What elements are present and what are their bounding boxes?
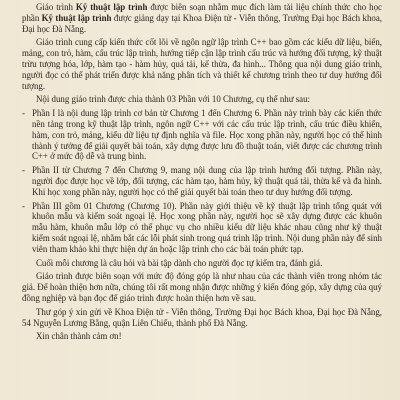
feedback-paragraph: Giáo trình được biên soạn với mức độ đóng góp là như nhau của các thành viên trong nhóm tác giả. Để hoàn thiện hơn nữa, chúng tôi rất mong nhận được những ý kiến đóng góp, xây dựng của quý đồng nghiệp và bạn đọc để giáo trình được hoàn thiện hơn về sau. bbox=[22, 271, 382, 303]
intro-text-2: được biên soạn nhằm mục đích làm tài liệu chính thức cho học phần bbox=[22, 2, 382, 23]
exercises-paragraph: Cuối mỗi chương là câu hỏi và bài tập dành cho người đọc tự kiểm tra, đánh giá. bbox=[36, 257, 323, 268]
page-content bbox=[22, 2, 382, 345]
list-marker: - bbox=[22, 200, 25, 211]
list-marker: - bbox=[22, 108, 25, 119]
thanks-paragraph: Xin chân thành cảm ơn! bbox=[36, 331, 122, 342]
contact-paragraph: Thư góp ý xin gửi về Khoa Điện tử - Viễn thông, Trường Đại học Bách khoa, Đại học Đà Nẵng, 54 Nguyễn Lương Bằng, quận Liên Chiểu, thành phố Đà Nẵng. bbox=[22, 306, 382, 328]
list-item bbox=[22, 201, 382, 255]
list-item bbox=[22, 108, 382, 162]
parts-list bbox=[22, 108, 382, 254]
intro-paragraph bbox=[22, 2, 382, 34]
course-title-bold-2: Kỹ thuật lập trình bbox=[41, 12, 112, 23]
structure-paragraph: Nội dung giáo trình được chia thành 03 Phần với 10 Chương, cụ thể như sau: bbox=[36, 94, 311, 105]
list-item-text: Phần I là nội dung lập trình cơ bản từ Chương 1 đến Chương 6. Phần này trình bày các kiến thức nền tảng trong kỹ thuật lập trình, ngôn ngữ C++ với các cấu trúc lập trình, cấu trúc điều khiển, hàm, con trỏ, mảng, kiểu dữ liệu tự định nghĩa và file. Học xong phần này, người học có thể hình thành ý tưởng để giải quyết bài toán, xây dựng được lưu đồ thuật toán, viết được các chương trình C++ ở mức độ dễ và trung bình. bbox=[32, 108, 382, 162]
list-item-text: Phần III gồm 01 Chương (Chương 10). Phần này giới thiệu về kỹ thuật lập trình tổng quát với khuôn mẫu và kiểm soát ngoại lệ. Học xong phần này, người học sẽ xây dựng được các khuôn mẫu hàm, khuôn mẫu lớp có thể phục vụ cho nhiều kiểu dữ liệu khác nhau cũng như kỹ thuật kiểm soát ngoại lệ, nhằm bắt các lỗi phát sinh trong quá trình lập trình. Nội dung phần này để sinh viên tham khảo khi thực hiện dự án hoặc lập trình cho các bài toán phức tạp. bbox=[32, 200, 382, 254]
content-summary-paragraph: Giáo trình cung cấp kiến thức cốt lõi về ngôn ngữ lập trình C++ bao gồm các kiểu dữ liệu, biến, mảng, con trỏ, hàm, cấu trúc lập trình, hướng tiếp cận lập trình cấu trúc và hướng đối tượng, kỹ thuật trừu tượng hóa, lớp, hàm tạo - hàm hủy, quá tải, kế thừa, đa hình... Thông qua nội dung giáo trình, người đọc có thể phát triển được khả năng phân tích và thiết kế chương trình theo tư duy hướng đối tượng. bbox=[22, 37, 382, 91]
list-item-text: Phần II từ Chương 7 đến Chương 9, mang nội dung của lập trình hướng đối tượng. Phần này, người đọc được học về lớp, đối tượng, các hàm tạo, hàm hủy, kỹ thuật quá tải, thừa kế và đa hình. Khi học xong phần này, người học có thể giải quyết bài toán theo tư duy hướng đối tượng. bbox=[32, 165, 382, 197]
course-title-bold: Kỹ thuật lập trình bbox=[75, 2, 148, 12]
intro-text-3: được giảng dạy tại Khoa Điện tử - Viễn thông, Trường Đại học Bách khoa, Đại học Đà Nẵng. bbox=[22, 12, 382, 34]
intro-text-1: Giáo trình bbox=[36, 2, 76, 12]
list-item bbox=[22, 165, 382, 197]
list-marker: - bbox=[22, 165, 25, 176]
